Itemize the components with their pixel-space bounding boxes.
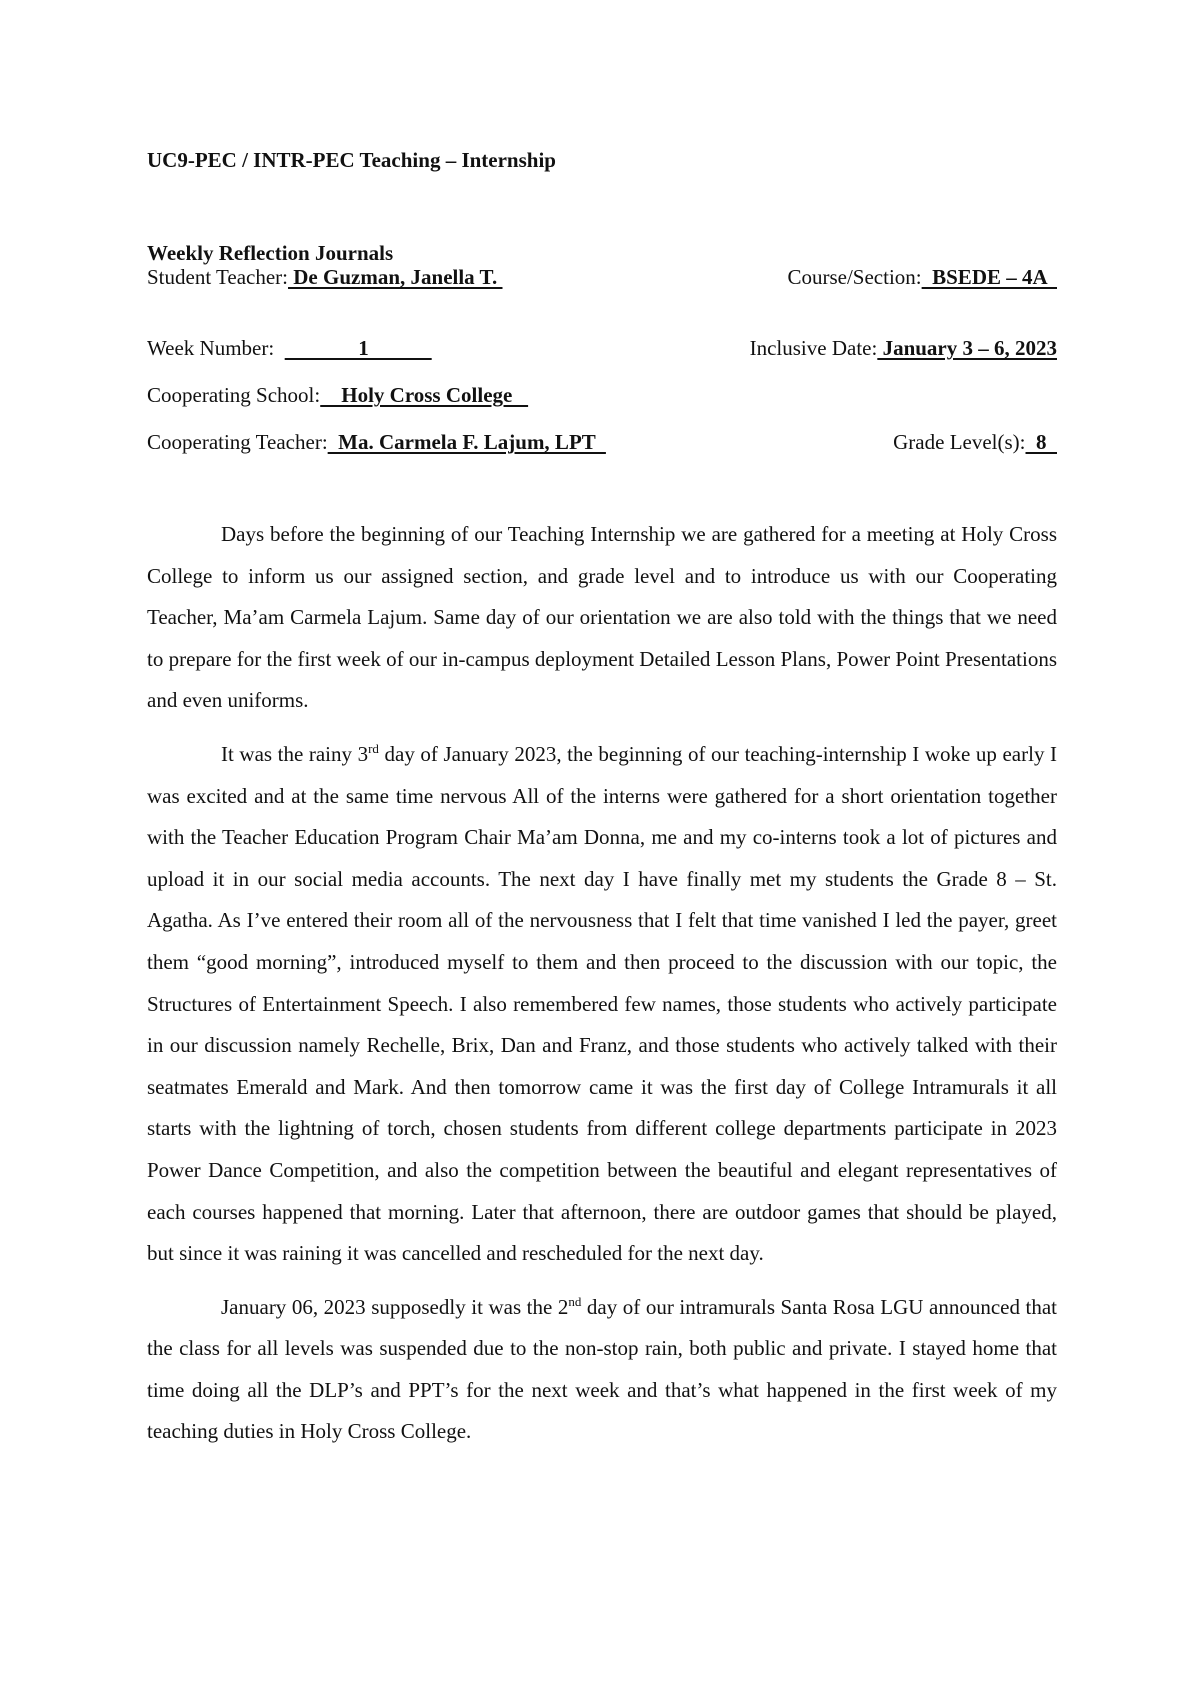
inclusive-date-field [750,333,1057,363]
course-section-label: Course/Section: [787,265,922,289]
section-title: Weekly Reflection Journals [147,241,394,265]
cooperating-school-value: Holy Cross College [320,383,529,407]
week-number-value: 1 [284,336,432,360]
grade-level-label: Grade Level(s): [893,430,1026,454]
paragraph-2-start: It was the rainy 3 [221,741,369,766]
cooperating-teacher-label: Cooperating Teacher: [147,430,328,454]
cooperating-school-label: Cooperating School: [147,383,321,407]
paragraph-2-rest: day of January 2023, the beginning of our teaching-internship I woke up early I was excited and at the same time nervous All of the interns were gathered for a short orientation together with the Teacher Education Program Chair Ma’am Donna, me and my co-interns took a lot of pictures and upload it in our social media accounts. The next day I have finally met my students the Grade 8 – St. Agatha. As I’ve entered their room all of the nervousness that I felt that time vanished I led the payer, greet them “good morning”, introduced myself to them and then proceed to the discussion with our topic, the Structures of Entertainment Speech. I also remembered few names, those students who actively participate in our discussion namely Rechelle, Brix, Dan and Franz, and those students who actively talked with their seatmates Emerald and Mark. And then tomorrow came it was the first day of College Intramurals it all starts with the lightning of torch, chosen students from different college departments participate in 2023 Power Dance Competition, and also the competition between the beautiful and elegant representatives of each courses happened that morning. Later that afternoon, there are outdoor games that should be played, but since it was raining it was cancelled and rescheduled for the next day. [147,741,1058,1266]
paragraph-3-rest: day of our intramurals Santa Rosa LGU announced that the class for all levels was suspended due to the non-stop rain, both public and private. I stayed home that time doing all the DLP’s and PPT’s for the next week and that’s what happened in the first week of my teaching duties in Holy Cross College. [147,1294,1057,1444]
student-teacher-field [147,262,503,292]
paragraph-2 [147,734,1057,1275]
course-section-field [787,262,1057,292]
week-number-field [147,333,432,363]
cooperating-teacher-field [147,427,606,457]
inclusive-date-value: January 3 – 6, 2023 [877,336,1057,360]
info-row-school [147,380,1057,410]
cooperating-teacher-value: Ma. Carmela F. Lajum, LPT [327,430,606,454]
ordinal-suffix: rd [368,740,379,756]
info-row-teacher [147,427,1057,457]
ordinal-suffix: nd [568,1293,582,1309]
paragraph-3 [147,1287,1057,1453]
paragraph-1: Days before the beginning of our Teaching Internship we are gathered for a meeting at Holy Cross College to inform us our assigned section, and grade level and to introduce us with our Cooperating Teacher, Ma’am Carmela Lajum. Same day of our orientation we are also told with the things that we need to prepare for the first week of our in-campus deployment Detailed Lesson Plans, Power Point Presentations and even uniforms. [147,522,1057,713]
course-section-value: BSEDE – 4A [921,265,1057,289]
cooperating-school-field [147,380,528,410]
grade-level-value: 8 [1025,430,1057,454]
inclusive-date-label: Inclusive Date: [749,336,878,360]
student-teacher-value: De Guzman, Janella T. [288,265,503,289]
paragraph-3-start: January 06, 2023 supposedly it was the 2 [221,1294,569,1319]
grade-level-field [893,427,1057,457]
reflection-body [147,514,1057,1453]
student-teacher-label: Student Teacher: [147,265,289,289]
course-title: UC9-PEC / INTR-PEC Teaching – Internship [147,148,556,172]
info-row-week [147,333,1057,363]
info-row-student [147,262,1057,292]
week-number-label: Week Number: [147,336,275,360]
